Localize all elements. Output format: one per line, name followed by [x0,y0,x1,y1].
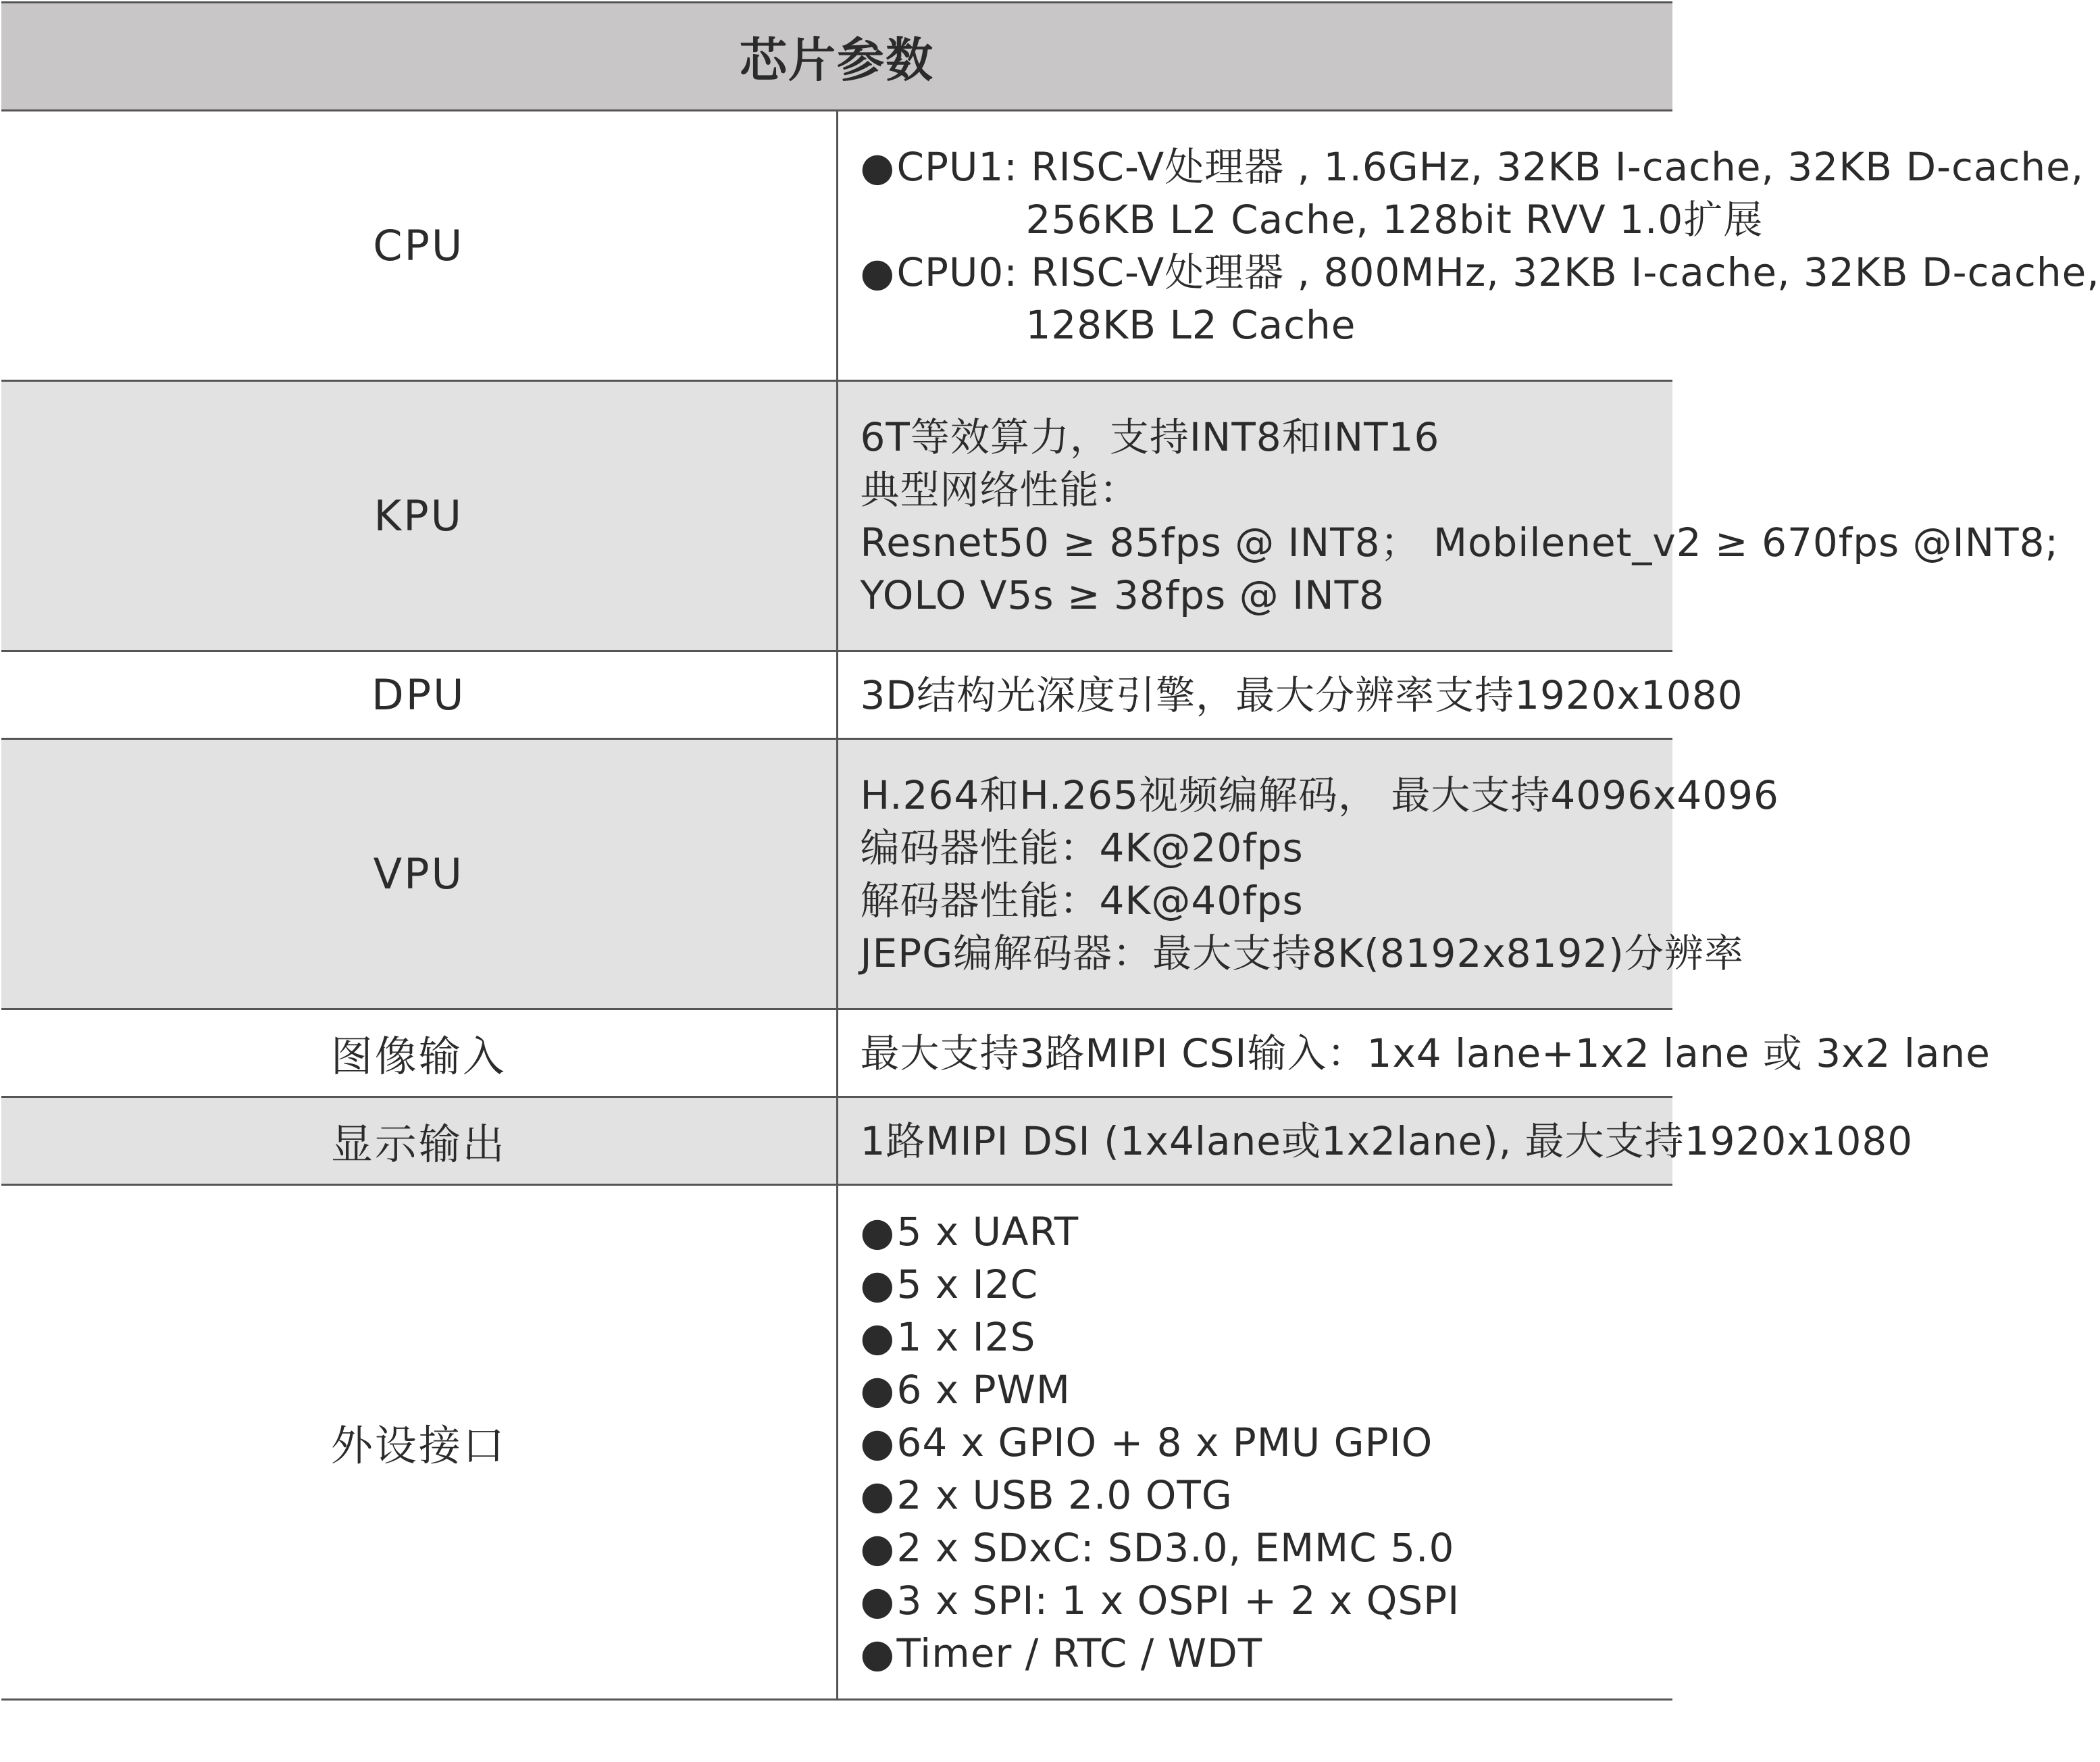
row-value [837,1009,1991,1097]
bullet-icon: ● [860,1366,896,1413]
chip-spec-table [1,1,2100,1701]
table-row [1,1009,1672,1097]
bullet-list-item [861,1469,1673,1521]
bullet-text: 2 x SDxC: SD3.0, EMMC 5.0 [896,1524,1455,1571]
value-line: 1路MIPI DSI (1x4lane或1x2lane), 最大支持1920x1080 [860,1117,1914,1164]
bullet-text: Timer / RTC / WDT [896,1630,1263,1676]
bullet-list-item [860,246,2100,299]
bullet-icon: ● [860,1630,896,1676]
bullet-text: 5 x I2C [896,1261,1039,1307]
value-line: 典型网络性能： [860,466,1139,513]
bullet-list-item [861,1521,1673,1574]
row-value [837,381,2059,651]
bullet-text: 6 x PWM [896,1366,1071,1413]
value-line: 解码器性能：4K@40fps [860,877,1304,924]
value-line: 6T等效算力，支持INT8和INT16 [860,413,1440,460]
bullet-text: 3 x SPI: 1 x OSPI + 2 x QSPI [896,1577,1460,1623]
bullet-list-item [861,1627,1673,1680]
bullet-icon: ● [860,249,896,295]
bullet-text: 2 x USB 2.0 OTG [896,1471,1233,1518]
row-value [837,1185,1672,1700]
row-value [837,1097,1914,1185]
value-line: 最大支持3路MIPI CSI输入：1x4 lane+1x2 lane 或 3x2 lane [860,1030,1991,1076]
row-label: VPU [1,739,837,1009]
table-row [1,739,1672,1009]
bullet-list-item [861,1205,1673,1258]
row-label: KPU [1,381,837,651]
row-label: DPU [1,651,837,739]
row-value [837,739,1779,1009]
bullet-text: 5 x UART [896,1208,1079,1255]
bullet-list-item [861,1574,1673,1627]
continuation-line: 128KB L2 Cache [1025,301,1356,348]
table-row [1,111,1672,381]
table-row [1,651,1672,739]
value-line: H.264和H.265视频编解码， 最大支持4096x4096 [860,772,1779,818]
row-label: 显示输出 [1,1097,837,1185]
bullet-list-item [861,1311,1673,1363]
bullet-icon: ● [860,1208,896,1255]
bullet-text: CPU1: RISC-V处理器 , 1.6GHz, 32KB I-cache, 32KB D-cache, [896,143,2084,190]
bullet-icon: ● [860,1261,896,1307]
bullet-icon: ● [860,1471,896,1518]
table-header-row [1,3,1672,111]
bullet-icon: ● [860,1419,896,1465]
value-line: Resnet50 ≥ 85fps @ INT8； Mobilenet_v2 ≥ 670fps @INT8; [860,519,2059,565]
value-line: 编码器性能：4K@20fps [860,824,1304,871]
row-value [837,651,1743,739]
bullet-text: 1 x I2S [896,1313,1036,1360]
value-line: YOLO V5s ≥ 38fps @ INT8 [860,572,1385,618]
bullet-list-item [861,1363,1673,1416]
row-label: 图像输入 [1,1009,837,1097]
bullet-icon: ● [860,1524,896,1571]
row-value [837,111,2100,381]
table-title: 芯片参数 [1,3,1672,111]
continuation-line: 256KB L2 Cache, 128bit RVV 1.0扩展 [1025,196,1764,243]
row-label: CPU [1,111,837,381]
table-row [1,381,1672,651]
bullet-icon: ● [860,1313,896,1360]
bullet-list-item [861,1258,1673,1311]
row-label: 外设接口 [1,1185,837,1700]
table-row [1,1097,1672,1185]
bullet-text: CPU0: RISC-V处理器 , 800MHz, 32KB I-cache, 32KB D-cache, [896,249,2100,295]
bullet-list-item [860,141,2084,193]
bullet-text: 64 x GPIO + 8 x PMU GPIO [896,1419,1433,1465]
table-body [1,111,2100,1700]
value-line: JEPG编解码器：最大支持8K(8192x8192)分辨率 [860,930,1744,976]
bullet-icon: ● [860,143,896,190]
table-row [1,1185,1672,1700]
bullet-icon: ● [860,1577,896,1623]
value-line: 3D结构光深度引擎，最大分辨率支持1920x1080 [860,672,1743,718]
bullet-list-item [861,1416,1673,1469]
